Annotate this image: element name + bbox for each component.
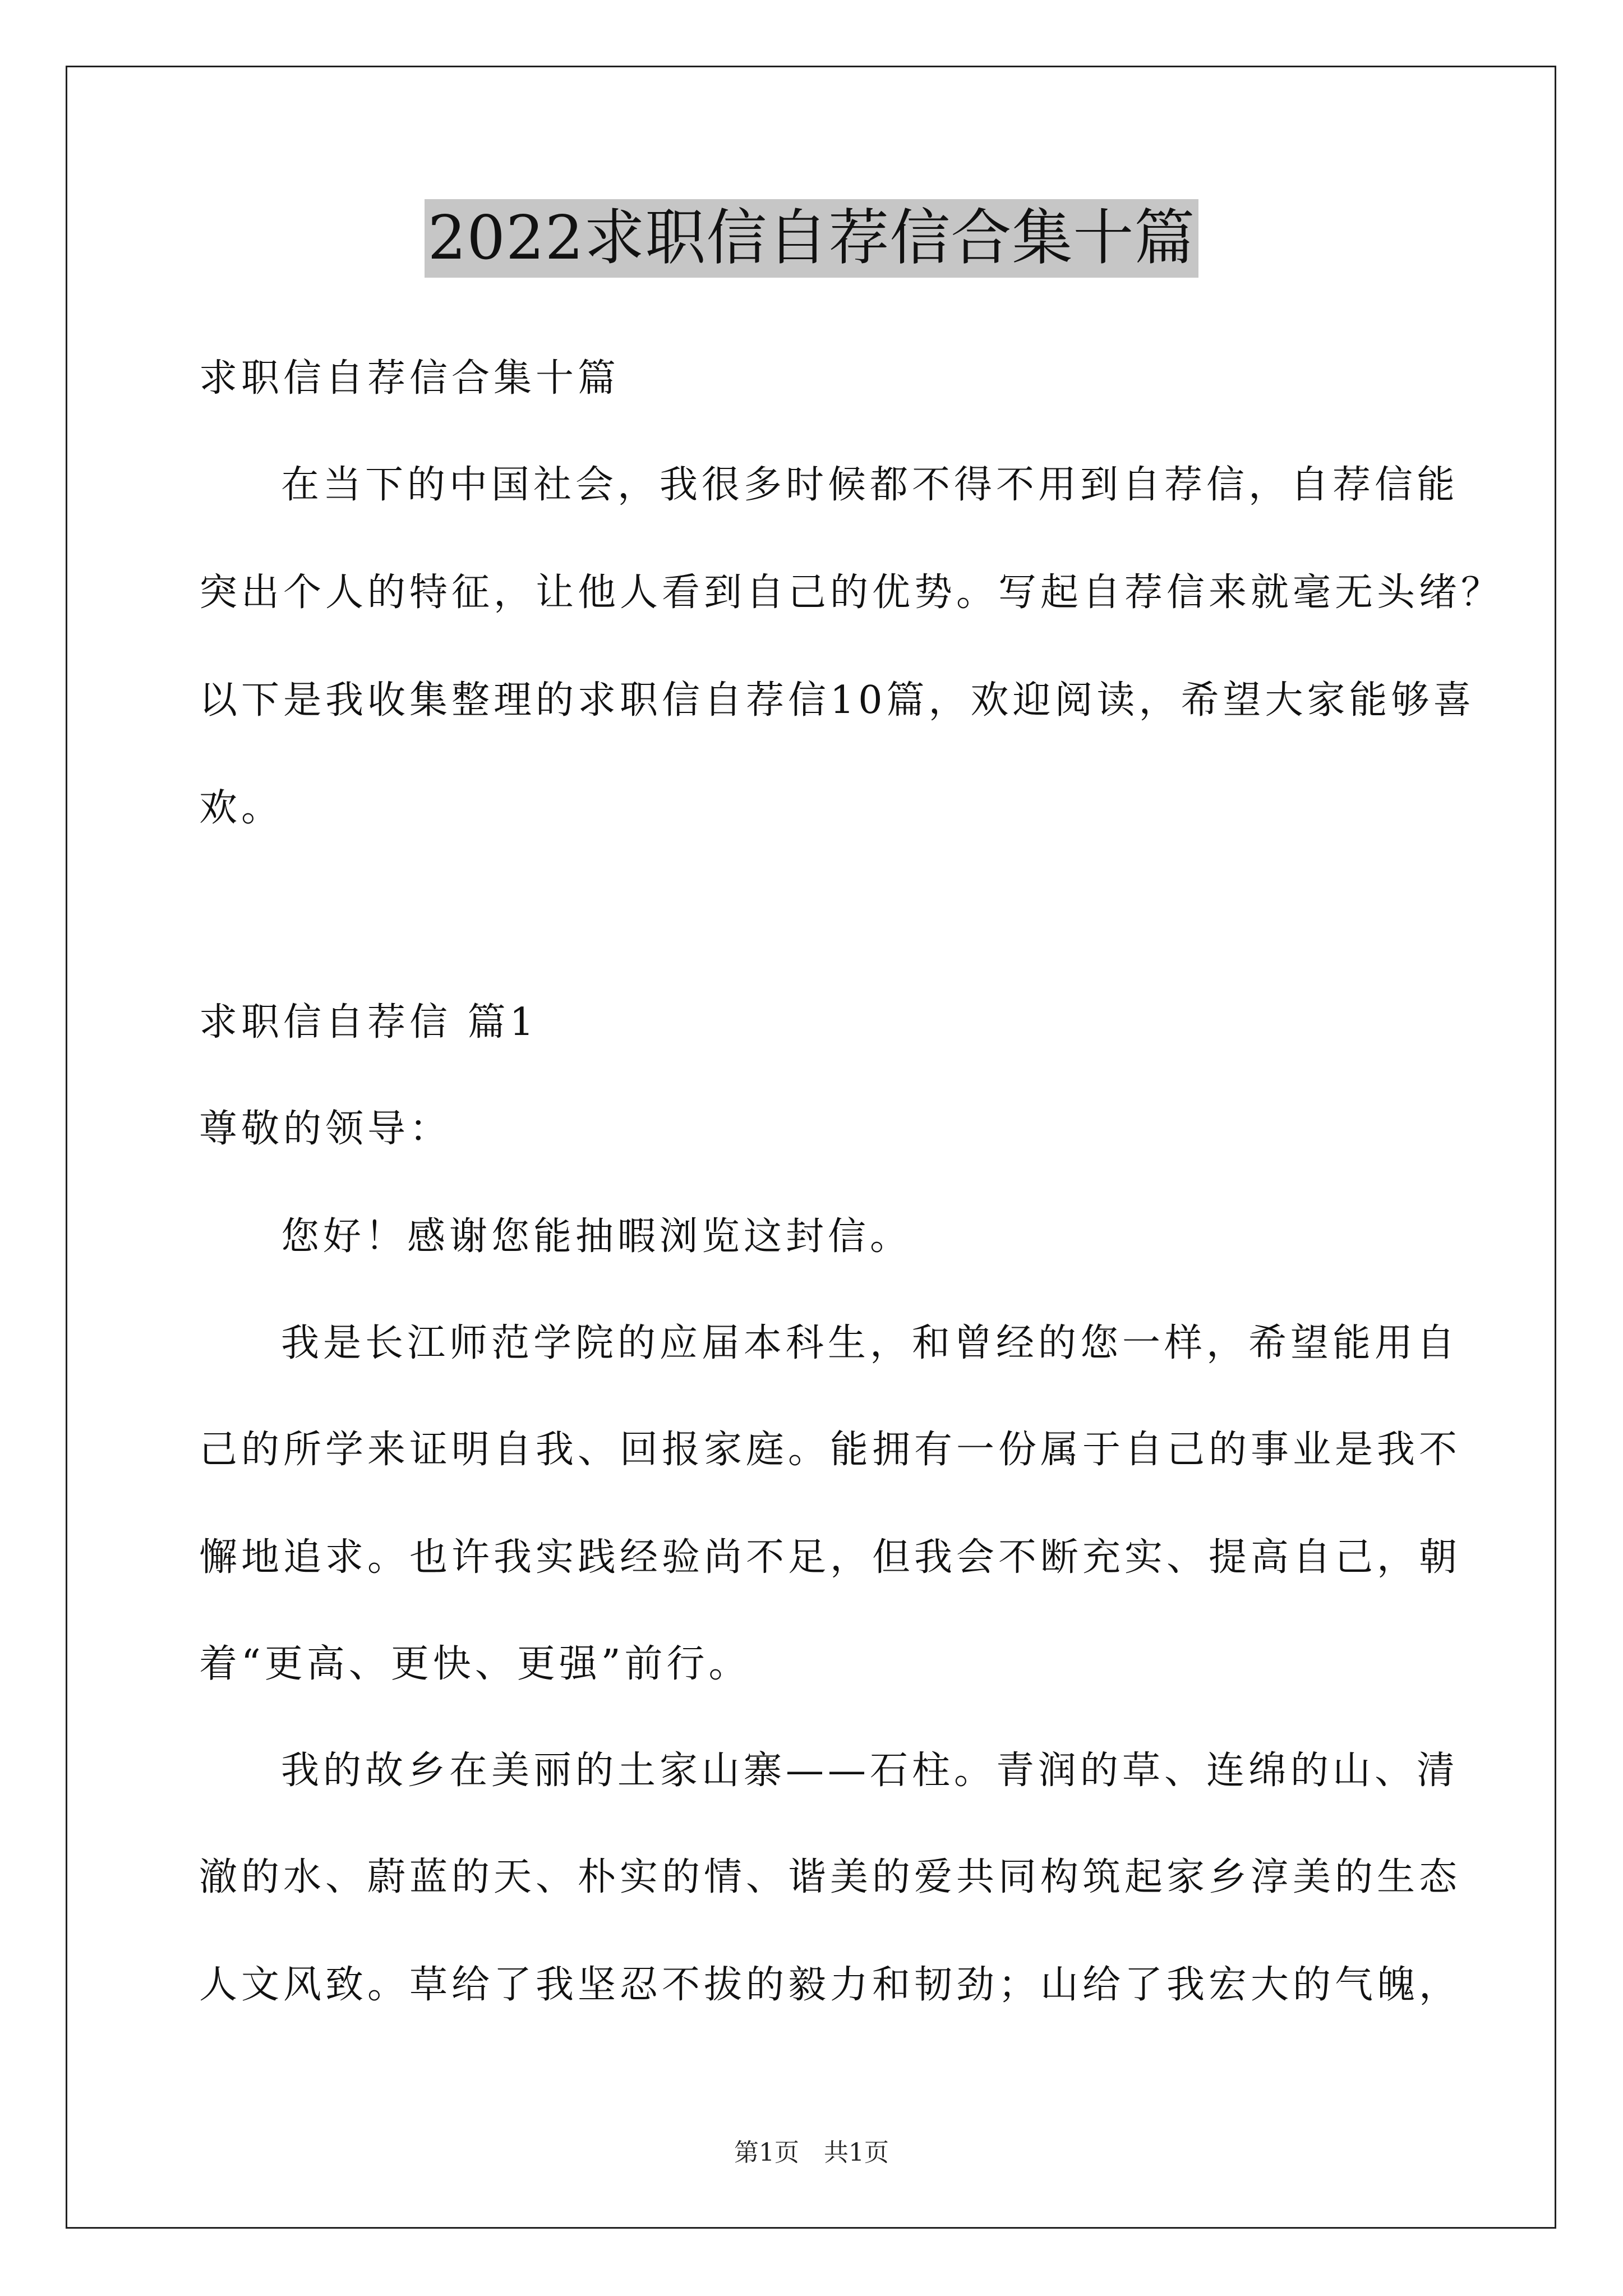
intro-line: 欢。 [199, 786, 284, 830]
salutation: 尊敬的领导： [199, 1107, 452, 1151]
greeting-line: 您好！感谢您能抽暇浏览这封信。 [281, 1214, 912, 1259]
paragraph-line: 着“更高、更快、更强”前行。 [199, 1642, 751, 1686]
document-title: 2022求职信自荐信合集十篇 [425, 199, 1199, 278]
section-heading: 求职信自荐信 篇1 [199, 1000, 538, 1045]
paragraph-line: 己的所学来证明自我、回报家庭。能拥有一份属于自己的事业是我不 [199, 1428, 1461, 1472]
intro-line: 以下是我收集整理的求职信自荐信10篇，欢迎阅读，希望大家能够喜 [199, 678, 1476, 723]
paragraph-line: 懈地追求。也许我实践经验尚不足，但我会不断充实、提高自己，朝 [199, 1535, 1461, 1580]
paragraph-line: 人文风致。草给了我坚忍不拔的毅力和韧劲；山给了我宏大的气魄， [199, 1963, 1461, 2007]
title-container [0, 199, 1623, 278]
page-footer: 第1页 共1页 [734, 2138, 889, 2167]
paragraph-line: 我的故乡在美丽的土家山寨——石柱。青润的草、连绵的山、清 [281, 1749, 1459, 1793]
paragraph-line: 我是长江师范学院的应届本科生，和曾经的您一样，希望能用自 [281, 1321, 1459, 1365]
intro-line: 在当下的中国社会，我很多时候都不得不用到自荐信，自荐信能 [281, 463, 1459, 507]
intro-line: 突出个人的特征，让他人看到自己的优势。写起自荐信来就毫无头绪？ [199, 570, 1504, 615]
document-subtitle: 求职信自荐信合集十篇 [199, 356, 620, 401]
paragraph-line: 澈的水、蔚蓝的天、朴实的情、谐美的爱共同构筑起家乡淳美的生态 [199, 1855, 1461, 1899]
